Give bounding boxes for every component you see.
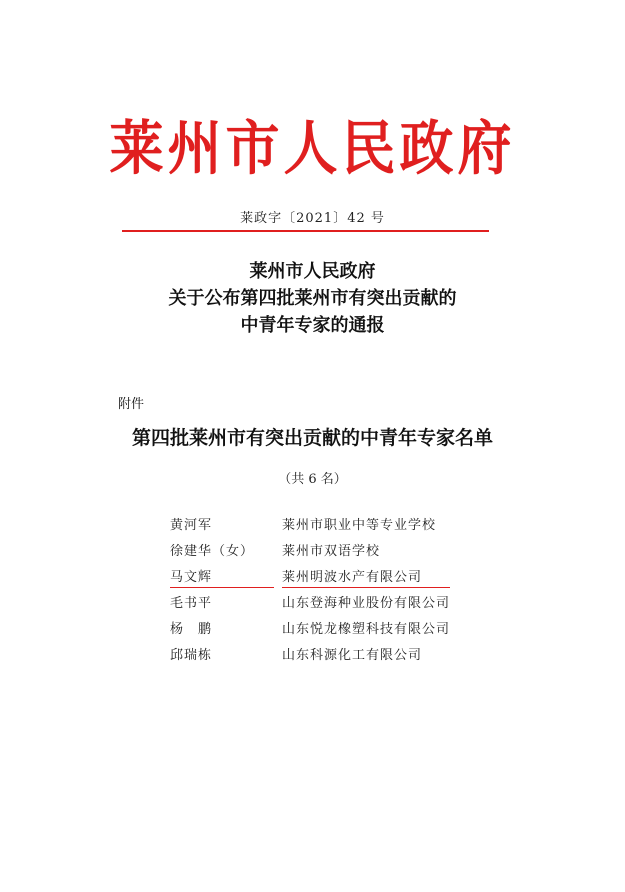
highlight-underline <box>282 587 450 588</box>
expert-organization: 山东科源化工有限公司 <box>282 648 423 663</box>
notice-title-line: 莱州市人民政府 <box>249 261 376 282</box>
roster-row <box>170 617 470 643</box>
notice-title-line: 关于公布第四批莱州市有突出贡献的 <box>168 288 457 309</box>
roster-row <box>170 565 470 591</box>
expert-organization: 莱州市双语学校 <box>282 544 381 559</box>
roster-row <box>170 591 470 617</box>
notice-title-line: 中青年专家的通报 <box>240 315 385 336</box>
highlight-underline <box>170 587 274 588</box>
issuer-title: 莱州市人民政府 <box>109 113 516 183</box>
expert-name: 徐建华（女） <box>170 544 255 559</box>
attachment-label: 附件 <box>118 397 145 412</box>
expert-organization: 山东登海种业股份有限公司 <box>282 596 451 611</box>
roster-row <box>170 513 470 539</box>
document-number: 莱政字〔2021〕42 号 <box>240 211 385 226</box>
expert-organization: 莱州明波水产有限公司 <box>282 570 423 585</box>
expert-name: 毛书平 <box>170 596 213 611</box>
expert-name: 马文辉 <box>170 570 213 585</box>
expert-name: 杨 鹏 <box>170 622 213 637</box>
red-divider <box>122 230 489 232</box>
roster-row <box>170 643 470 669</box>
expert-name: 黄河军 <box>170 518 213 533</box>
expert-organization: 莱州市职业中等专业学校 <box>282 518 437 533</box>
expert-count: （共 6 名） <box>278 472 347 487</box>
expert-roster <box>170 513 470 669</box>
expert-name: 邱瑞栋 <box>170 648 213 663</box>
roster-row <box>170 539 470 565</box>
list-title: 第四批莱州市有突出贡献的中青年专家名单 <box>131 427 493 449</box>
expert-organization: 山东悦龙橡塑科技有限公司 <box>282 622 451 637</box>
notice-title <box>0 258 625 339</box>
